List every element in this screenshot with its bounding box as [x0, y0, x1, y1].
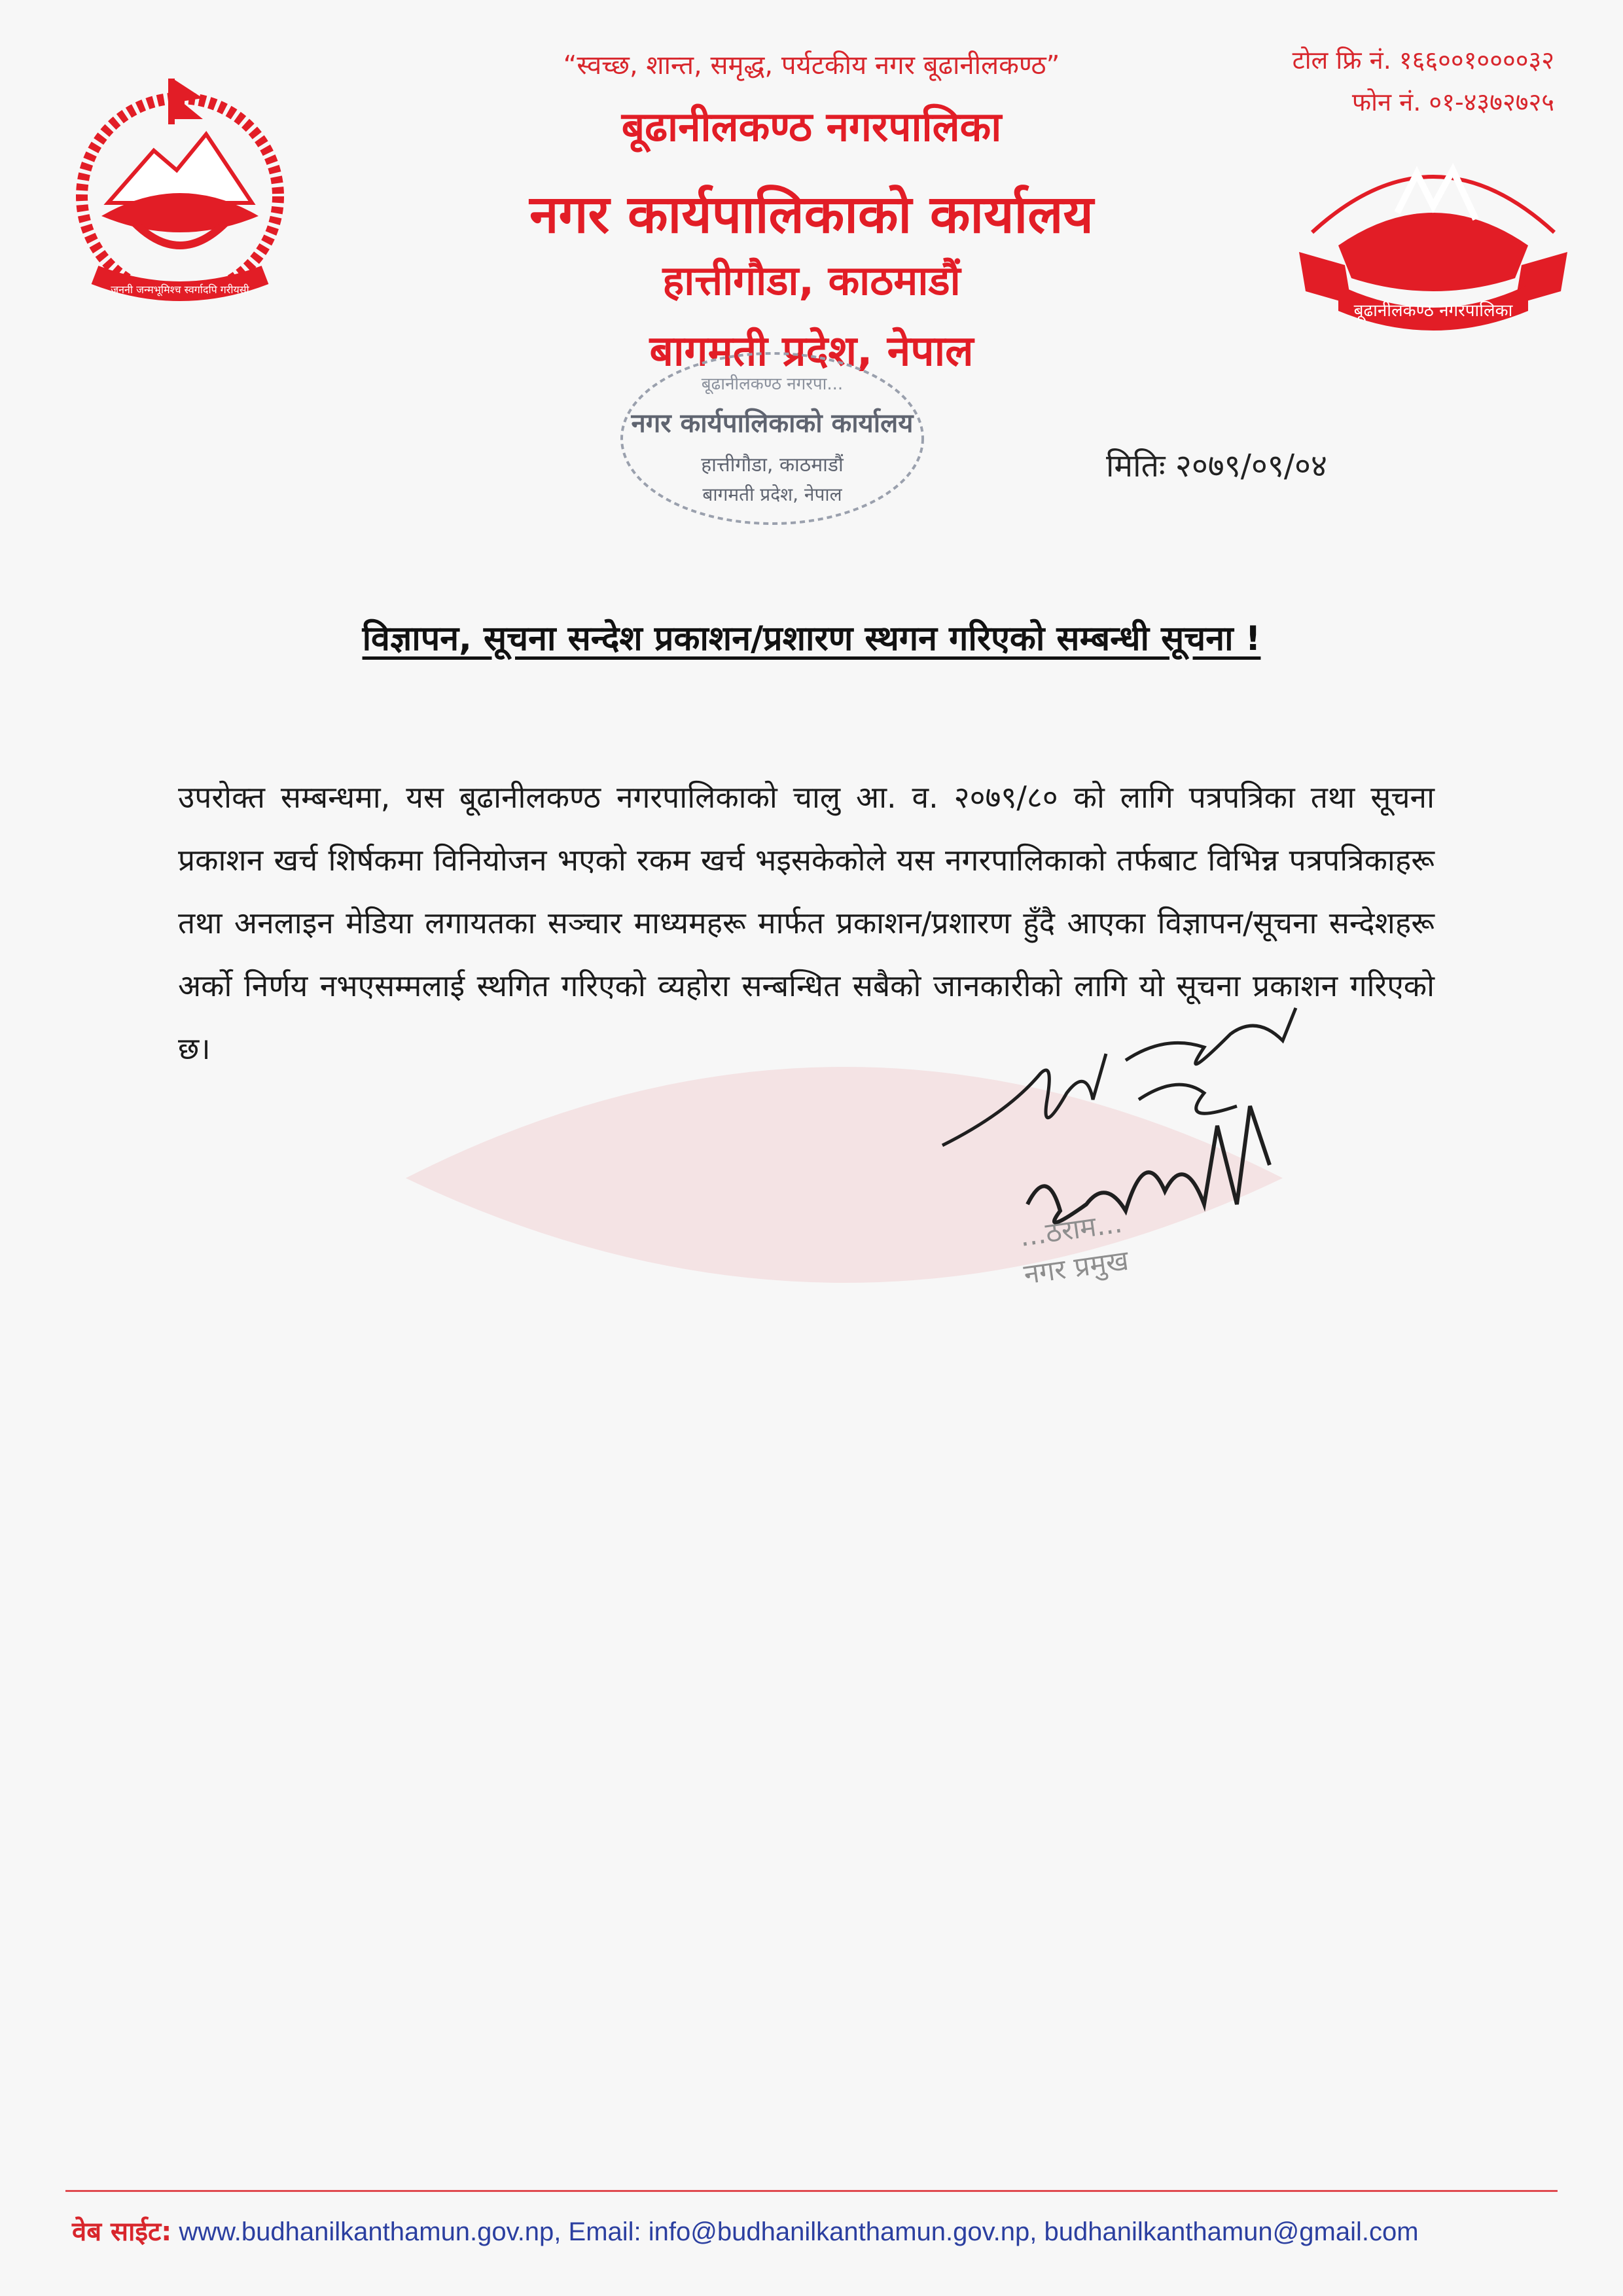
handwritten-signature	[929, 995, 1400, 1322]
office-stamp	[609, 340, 936, 537]
phone-number: फोन नं. ०१-४३७२७२५	[1351, 88, 1554, 117]
footer-links[interactable]: www.budhanilkanthamun.gov.np, Email: info@budhanilkanthamun.gov.np, budhanilkanthamun@gmail.com	[179, 2217, 1419, 2246]
municipality-logo-icon	[1299, 134, 1567, 331]
svg-text:बूढानीलकण्ठ नगरपा...: बूढानीलकण्ठ नगरपा...	[701, 374, 844, 394]
contact-block	[1293, 39, 1554, 123]
svg-text:हात्तीगौडा, काठमाडौं: हात्तीगौडा, काठमाडौं	[701, 454, 844, 476]
toll-free-number: टोल फ्रि नं. १६६००१००००३२	[1292, 46, 1554, 75]
municipality-name: बूढानीलकण्ठ नगरपालिका	[621, 103, 1002, 151]
mayor-stamp: ...ठराम... नगर प्रमुख	[1017, 1206, 1131, 1291]
nepal-emblem-icon	[56, 72, 304, 321]
logo-banner-text: बूढानीलकण्ठ नगरपालिका	[1353, 301, 1513, 321]
svg-text:नगर कार्यपालिकाको कार्यालय: नगर कार्यपालिकाको कार्यालय	[631, 408, 914, 439]
letter-date: मितिः २०७९/०९/०४	[1106, 448, 1327, 484]
footer-contact	[72, 2212, 1577, 2248]
notice-subject: विज्ञापन, सूचना सन्देश प्रकाशन/प्रशारण स्थगन गरिएको सम्बन्धी सूचना !	[362, 619, 1261, 658]
office-province: बागमती प्रदेश, नेपाल	[649, 327, 974, 376]
office-name: नगर कार्यपालिकाको कार्यालय	[529, 184, 1094, 245]
footer-website-label: वेब साईट:	[72, 2217, 172, 2247]
header-tagline: “स्वच्छ, शान्त, समृद्ध, पर्यटकीय नगर बूढानीलकण्ठ”	[563, 50, 1060, 81]
emblem-motto: जननी जन्मभूमिश्च स्वर्गादपि गरीयसी	[111, 283, 249, 296]
svg-text:बागमती प्रदेश, नेपाल: बागमती प्रदेश, नेपाल	[702, 484, 842, 505]
office-location: हात्तीगौडा, काठमाडौं	[662, 257, 961, 304]
notice-body: उपरोक्त सम्बन्धमा, यस बूढानीलकण्ठ नगरपालिकाको चालु आ. व. २०७९/८० को लागि पत्रपत्रिका तथा सूचना प्रकाशन खर्च शिर्षकमा विनियोजन भएको रकम खर्च भइसकेकोले यस नगरपालिकाको तर्फबाट विभिन्न पत्रपत्रिकाहरू तथा अनलाइन मेडिया लगायतका सञ्चार माध्यमहरू मार्फत प्रकाशन/प्रशारण हुँदै आएका विज्ञापन/सूचना सन्देशहरू अर्को निर्णय नभएसम्मलाई स्थगित गरिएको व्यहोरा सन्बन्धित सबैको जानकारीको लागि यो सूचना प्रकाशन गरिएको छ।	[178, 780, 1435, 1066]
footer-divider	[65, 2190, 1558, 2192]
